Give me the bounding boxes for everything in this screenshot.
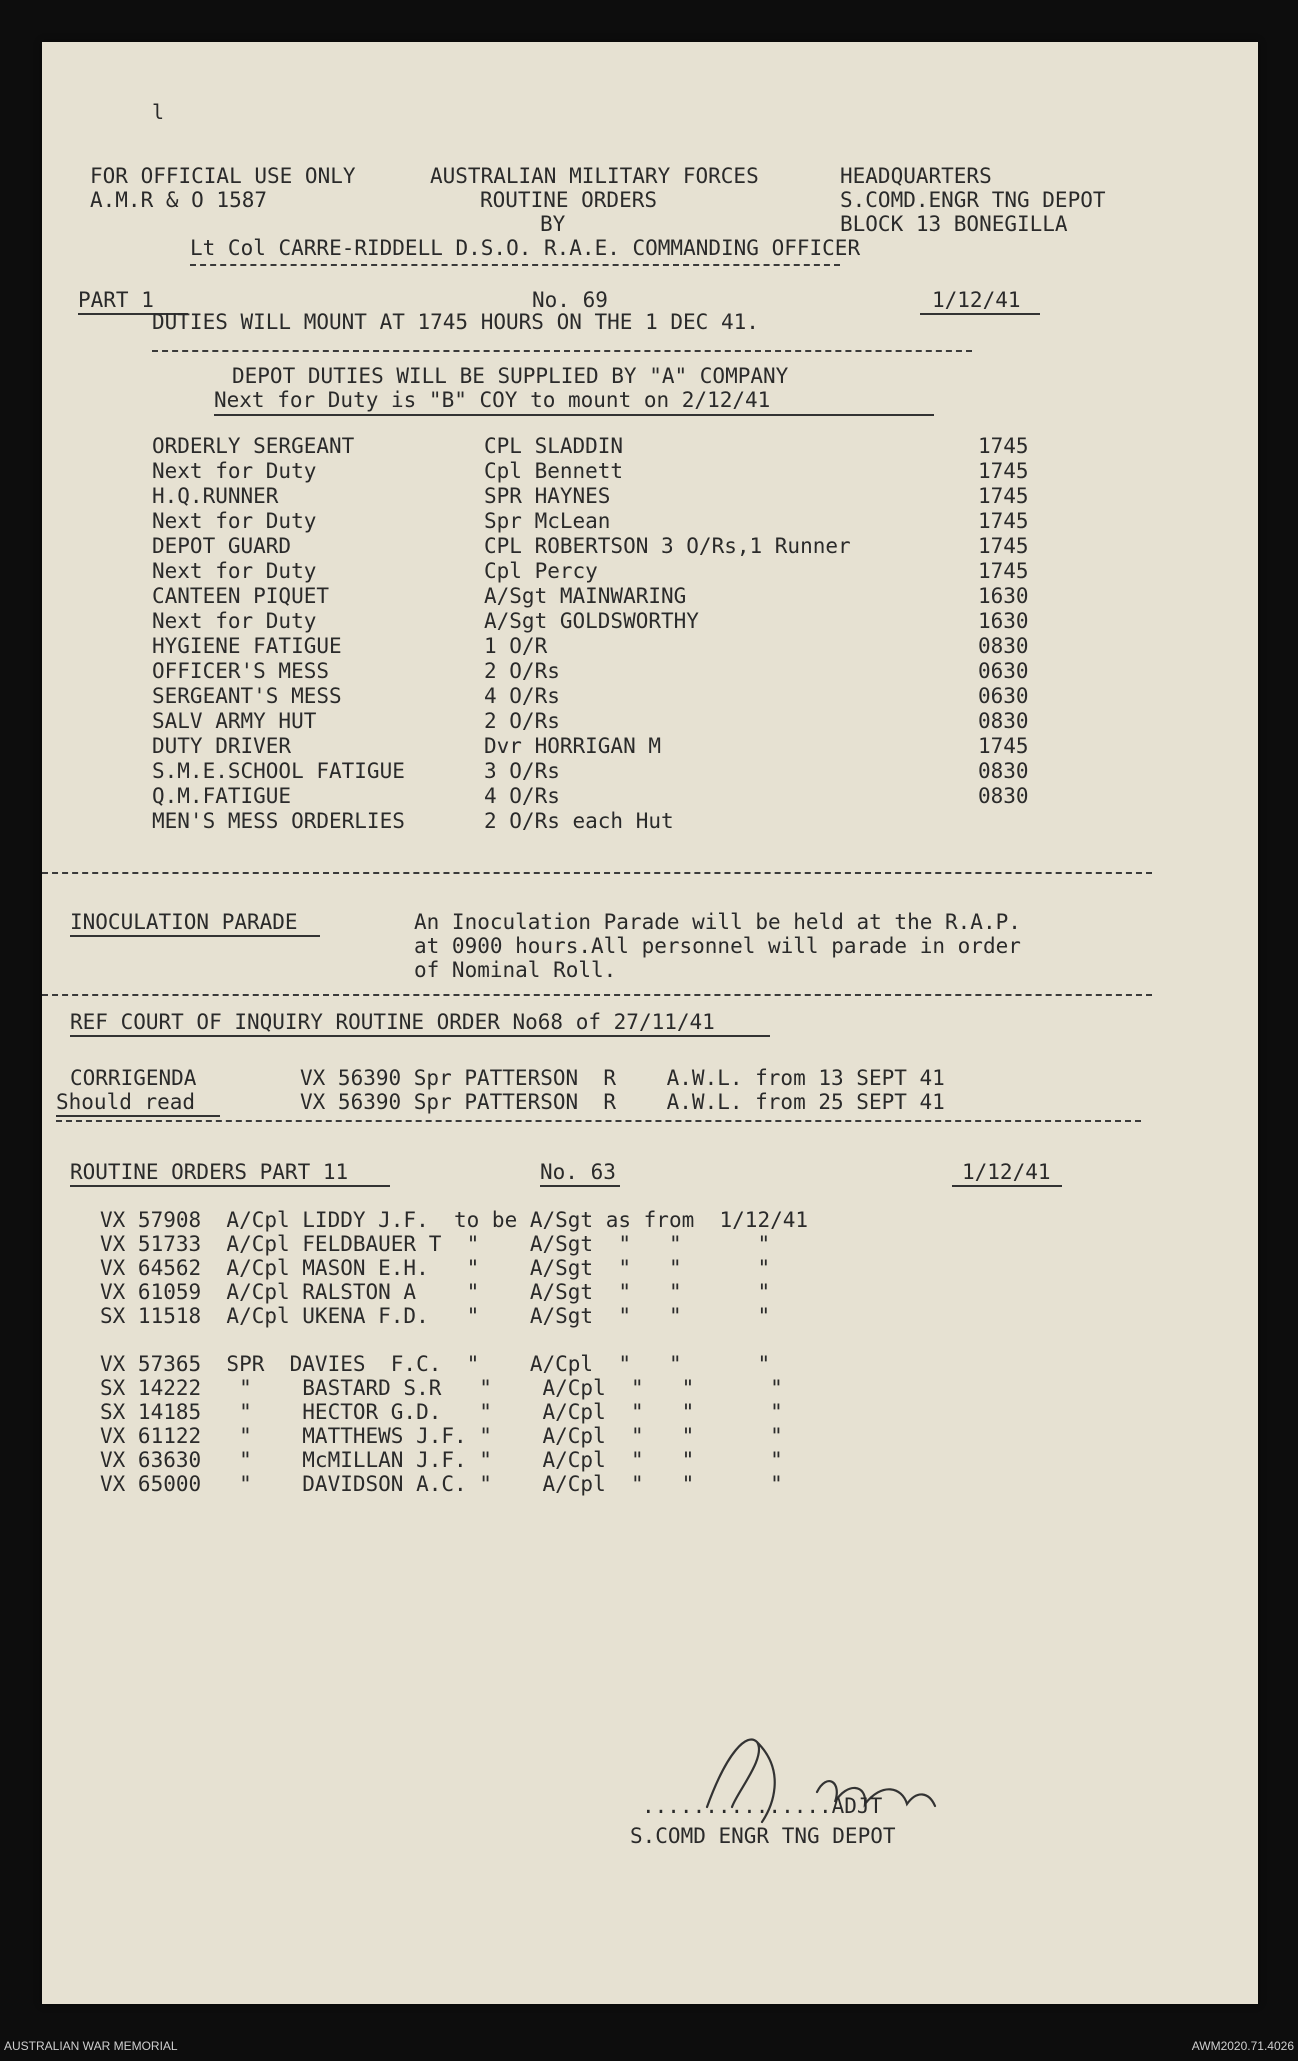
duty-time: 0830: [978, 709, 1029, 733]
duty-name: Next for Duty: [152, 609, 317, 633]
duty-name: Next for Duty: [152, 459, 317, 483]
duty-time: 1745: [978, 509, 1029, 533]
inoculation-line-3: of Nominal Roll.: [414, 958, 617, 982]
by-label: BY: [540, 212, 566, 236]
inoculation-heading: INOCULATION PARADE: [70, 910, 298, 934]
amr-reference: A.M.R & O 1587: [90, 188, 268, 212]
document-page: [42, 42, 1258, 2004]
notice-underline: [214, 414, 934, 416]
headquarters-label: HEADQUARTERS: [840, 164, 992, 188]
duty-person: Cpl Percy: [484, 559, 598, 583]
duty-person: 4 O/Rs: [484, 684, 560, 708]
part2-date-underline: [952, 1185, 1062, 1187]
signature-unit: S.COMD ENGR TNG DEPOT: [630, 1824, 896, 1848]
duty-person: Dvr HORRIGAN M: [484, 734, 662, 758]
duty-name: ORDERLY SERGEANT: [152, 434, 355, 458]
duty-name: Next for Duty: [152, 509, 317, 533]
should-read-text: VX 56390 Spr PATTERSON R A.W.L. from 25 SEPT 41: [300, 1090, 945, 1114]
court-underline: [70, 1035, 770, 1037]
duty-name: CANTEEN PIQUET: [152, 584, 330, 608]
duty-person: SPR HAYNES: [484, 484, 611, 508]
duty-name: DEPOT GUARD: [152, 534, 292, 558]
divider: [42, 872, 1152, 874]
divider: [190, 264, 840, 266]
part1-date: 1/12/41: [932, 288, 1021, 312]
supplied-by-notice: DEPOT DUTIES WILL BE SUPPLIED BY "A" COMPANY: [232, 364, 789, 388]
duty-name: S.M.E.SCHOOL FATIGUE: [152, 759, 405, 783]
part2-label: ROUTINE ORDERS PART 11: [70, 1160, 349, 1184]
promotion-entry: SX 11518 A/Cpl UKENA F.D. " A/Sgt " " ": [100, 1304, 771, 1328]
duty-time: 0830: [978, 759, 1029, 783]
duty-time: 0630: [978, 659, 1029, 683]
depot-name: S.COMD.ENGR TNG DEPOT: [840, 188, 1106, 212]
part1-number: No. 69: [532, 288, 608, 312]
inoculation-underline: [70, 935, 320, 937]
duty-person: Cpl Bennett: [484, 459, 624, 483]
official-use-label: FOR OFFICIAL USE ONLY: [90, 164, 356, 188]
duties-mount-notice: DUTIES WILL MOUNT AT 1745 HOURS ON THE 1 DEC 41.: [152, 310, 759, 334]
duty-time: 0630: [978, 684, 1029, 708]
promotion-entry: SX 14185 " HECTOR G.D. " A/Cpl " " ": [100, 1400, 783, 1424]
divider: [152, 350, 972, 352]
footer-accession-id: AWM2020.71.4026: [1191, 2039, 1294, 2053]
corrigenda-label: CORRIGENDA: [70, 1066, 197, 1090]
duty-name: SERGEANT'S MESS: [152, 684, 342, 708]
promotion-entry: VX 51733 A/Cpl FELDBAUER T " A/Sgt " " ": [100, 1232, 771, 1256]
duty-name: Next for Duty: [152, 559, 317, 583]
next-duty-notice: Next for Duty is "B" COY to mount on 2/12/41: [214, 388, 771, 412]
routine-orders-title: ROUTINE ORDERS: [480, 188, 658, 212]
duty-time: 1745: [978, 559, 1029, 583]
duty-time: 1630: [978, 584, 1029, 608]
should-read-underline: [56, 1115, 220, 1117]
part2-date: 1/12/41: [962, 1160, 1051, 1184]
promotion-entry: VX 57908 A/Cpl LIDDY J.F. to be A/Sgt as from 1/12/41: [100, 1208, 809, 1232]
duty-name: DUTY DRIVER: [152, 734, 292, 758]
duty-time: 0830: [978, 784, 1029, 808]
promotion-entry: VX 65000 " DAVIDSON A.C. " A/Cpl " " ": [100, 1472, 783, 1496]
duty-time: 0830: [978, 634, 1029, 658]
duty-person: 2 O/Rs: [484, 709, 560, 733]
duty-person: CPL ROBERTSON 3 O/Rs,1 Runner: [484, 534, 851, 558]
promotion-entry: VX 64562 A/Cpl MASON E.H. " A/Sgt " " ": [100, 1256, 771, 1280]
signature-line: ...............ADJT: [642, 1794, 883, 1818]
duty-time: 1745: [978, 459, 1029, 483]
duty-person: Spr McLean: [484, 509, 611, 533]
duty-name: Q.M.FATIGUE: [152, 784, 292, 808]
forces-title: AUSTRALIAN MILITARY FORCES: [430, 164, 759, 188]
duty-person: 3 O/Rs: [484, 759, 560, 783]
promotion-entry: VX 63630 " McMILLAN J.F. " A/Cpl " " ": [100, 1448, 783, 1472]
duty-person: CPL SLADDIN: [484, 434, 624, 458]
duty-person: A/Sgt MAINWARING: [484, 584, 687, 608]
duty-name: OFFICER'S MESS: [152, 659, 330, 683]
duty-person: 2 O/Rs each Hut: [484, 809, 674, 833]
duty-time: 1745: [978, 434, 1029, 458]
promotion-entry: VX 61122 " MATTHEWS J.F. " A/Cpl " " ": [100, 1424, 783, 1448]
block-location: BLOCK 13 BONEGILLA: [840, 212, 1068, 236]
inoculation-line-2: at 0900 hours.All personnel will parade in order: [414, 934, 1021, 958]
duty-time: 1630: [978, 609, 1029, 633]
promotion-entry: VX 57365 SPR DAVIES F.C. " A/Cpl " " ": [100, 1352, 771, 1376]
duty-time: 1745: [978, 734, 1029, 758]
should-read-label: Should read: [56, 1090, 196, 1114]
duty-time: 1745: [978, 534, 1029, 558]
duty-name: MEN'S MESS ORDERLIES: [152, 809, 405, 833]
part2-underline: [70, 1185, 390, 1187]
promotion-entry: VX 61059 A/Cpl RALSTON A " A/Sgt " " ": [100, 1280, 771, 1304]
duty-person: 1 O/R: [484, 634, 548, 658]
date-underline: [920, 313, 1040, 315]
duty-name: SALV ARMY HUT: [152, 709, 317, 733]
divider: [56, 1120, 1141, 1122]
part1-label: PART 1: [78, 288, 154, 312]
part2-number-underline: [540, 1185, 620, 1187]
duty-person: 4 O/Rs: [484, 784, 560, 808]
footer-source: AUSTRALIAN WAR MEMORIAL: [4, 2039, 178, 2053]
part2-number: No. 63: [540, 1160, 616, 1184]
divider: [42, 994, 1152, 996]
duty-time: 1745: [978, 484, 1029, 508]
court-of-inquiry-heading: REF COURT OF INQUIRY ROUTINE ORDER No68 of 27/11/41: [70, 1010, 715, 1034]
promotion-entry: SX 14222 " BASTARD S.R " A/Cpl " " ": [100, 1376, 783, 1400]
duty-person: 2 O/Rs: [484, 659, 560, 683]
duty-name: HYGIENE FATIGUE: [152, 634, 342, 658]
pencil-mark: l: [152, 100, 165, 124]
inoculation-line-1: An Inoculation Parade will be held at the R.A.P.: [414, 910, 1021, 934]
corrigenda-text: VX 56390 Spr PATTERSON R A.W.L. from 13 SEPT 41: [300, 1066, 945, 1090]
commanding-officer: Lt Col CARRE-RIDDELL D.S.O. R.A.E. COMMANDING OFFICER: [190, 236, 861, 260]
duty-person: A/Sgt GOLDSWORTHY: [484, 609, 699, 633]
duty-name: H.Q.RUNNER: [152, 484, 279, 508]
